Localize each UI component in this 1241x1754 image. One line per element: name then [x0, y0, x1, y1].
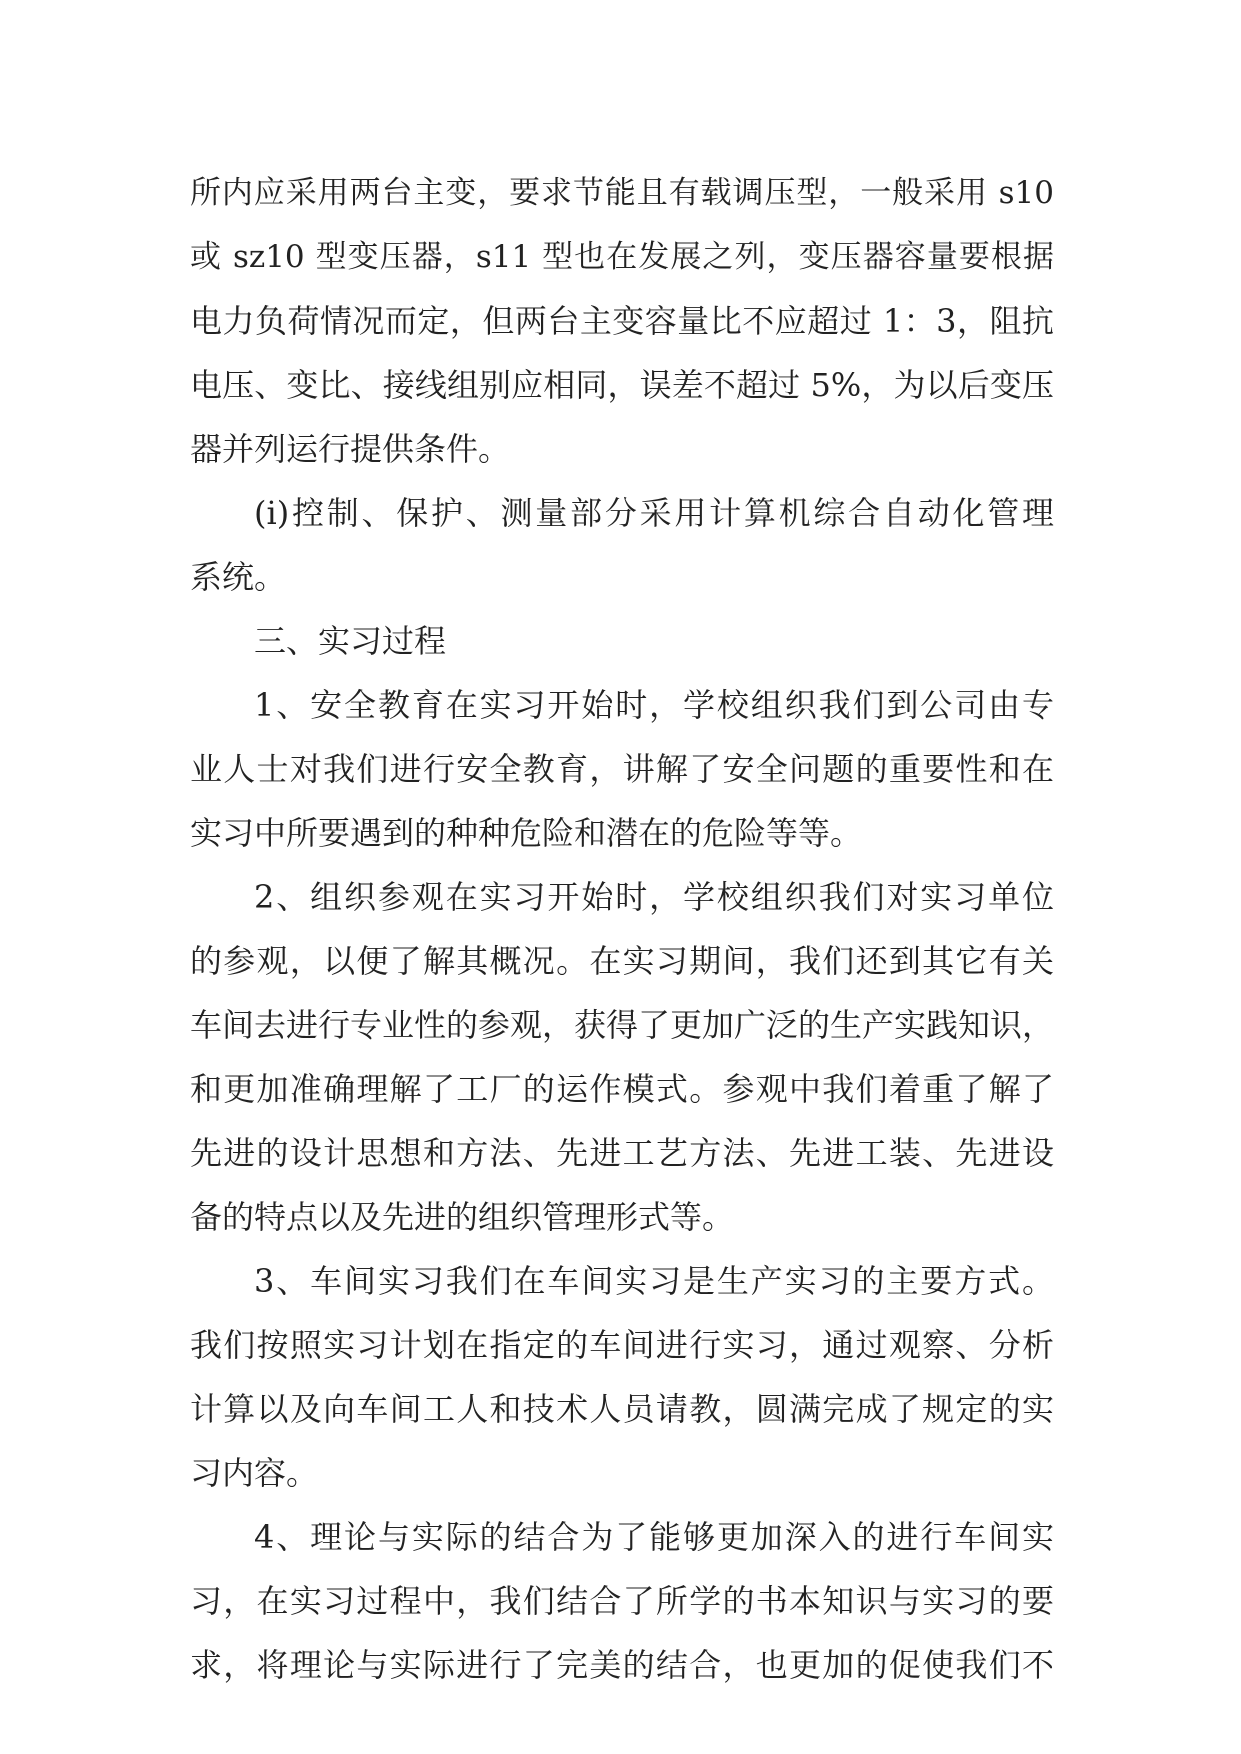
text-line: 3、车间实习我们在车间实习是生产实习的主要方式。: [254, 1262, 1054, 1300]
text-line: 1、安全教育在实习开始时，学校组织我们到公司由专: [254, 686, 1054, 724]
text-line: 实习中所要遇到的种种危险和潜在的危险等等。: [190, 814, 863, 852]
text-line: 电力负荷情况而定，但两台主变容量比不应超过 1：3，阻抗: [190, 302, 1054, 340]
text-line: 习内容。: [190, 1454, 319, 1492]
text-line: 所内应采用两台主变，要求节能且有载调压型，一般采用 s10: [190, 175, 1054, 211]
text-line: 计算以及向车间工人和技术人员请教，圆满完成了规定的实: [190, 1390, 1054, 1428]
section-heading: 三、实习过程: [254, 622, 447, 660]
text-line: 2、组织参观在实习开始时，学校组织我们对实习单位: [254, 878, 1054, 916]
text-line: 业人士对我们进行安全教育，讲解了安全问题的重要性和在: [190, 750, 1054, 788]
text-line: 求，将理论与实际进行了完美的结合，也更加的促使我们不: [190, 1646, 1054, 1684]
text-line: 系统。: [190, 558, 287, 596]
text-line: 器并列运行提供条件。: [190, 430, 511, 468]
text-line: 车间去进行专业性的参观，获得了更加广泛的生产实践知识，: [190, 1006, 1055, 1044]
text-line: (i)控制、保护、测量部分采用计算机综合自动化管理: [254, 494, 1054, 532]
text-line: 习，在实习过程中，我们结合了所学的书本知识与实习的要: [190, 1582, 1054, 1620]
text-line: 我们按照实习计划在指定的车间进行实习，通过观察、分析: [190, 1326, 1054, 1364]
text-line: 或 sz10 型变压器，s11 型也在发展之列，变压器容量要根据: [190, 239, 1054, 275]
body-text: [190, 161, 1054, 1697]
text-line: 备的特点以及先进的组织管理形式等。: [190, 1198, 735, 1236]
text-line: 电压、变比、接线组别应相同，误差不超过 5%，为以后变压: [190, 366, 1054, 404]
text-line: 先进的设计思想和方法、先进工艺方法、先进工装、先进设: [190, 1134, 1054, 1172]
text-line: 和更加准确理解了工厂的运作模式。参观中我们着重了解了: [190, 1070, 1054, 1108]
text-line: 的参观，以便了解其概况。在实习期间，我们还到其它有关: [190, 942, 1054, 980]
text-line: 4、理论与实际的结合为了能够更加深入的进行车间实: [254, 1518, 1054, 1556]
